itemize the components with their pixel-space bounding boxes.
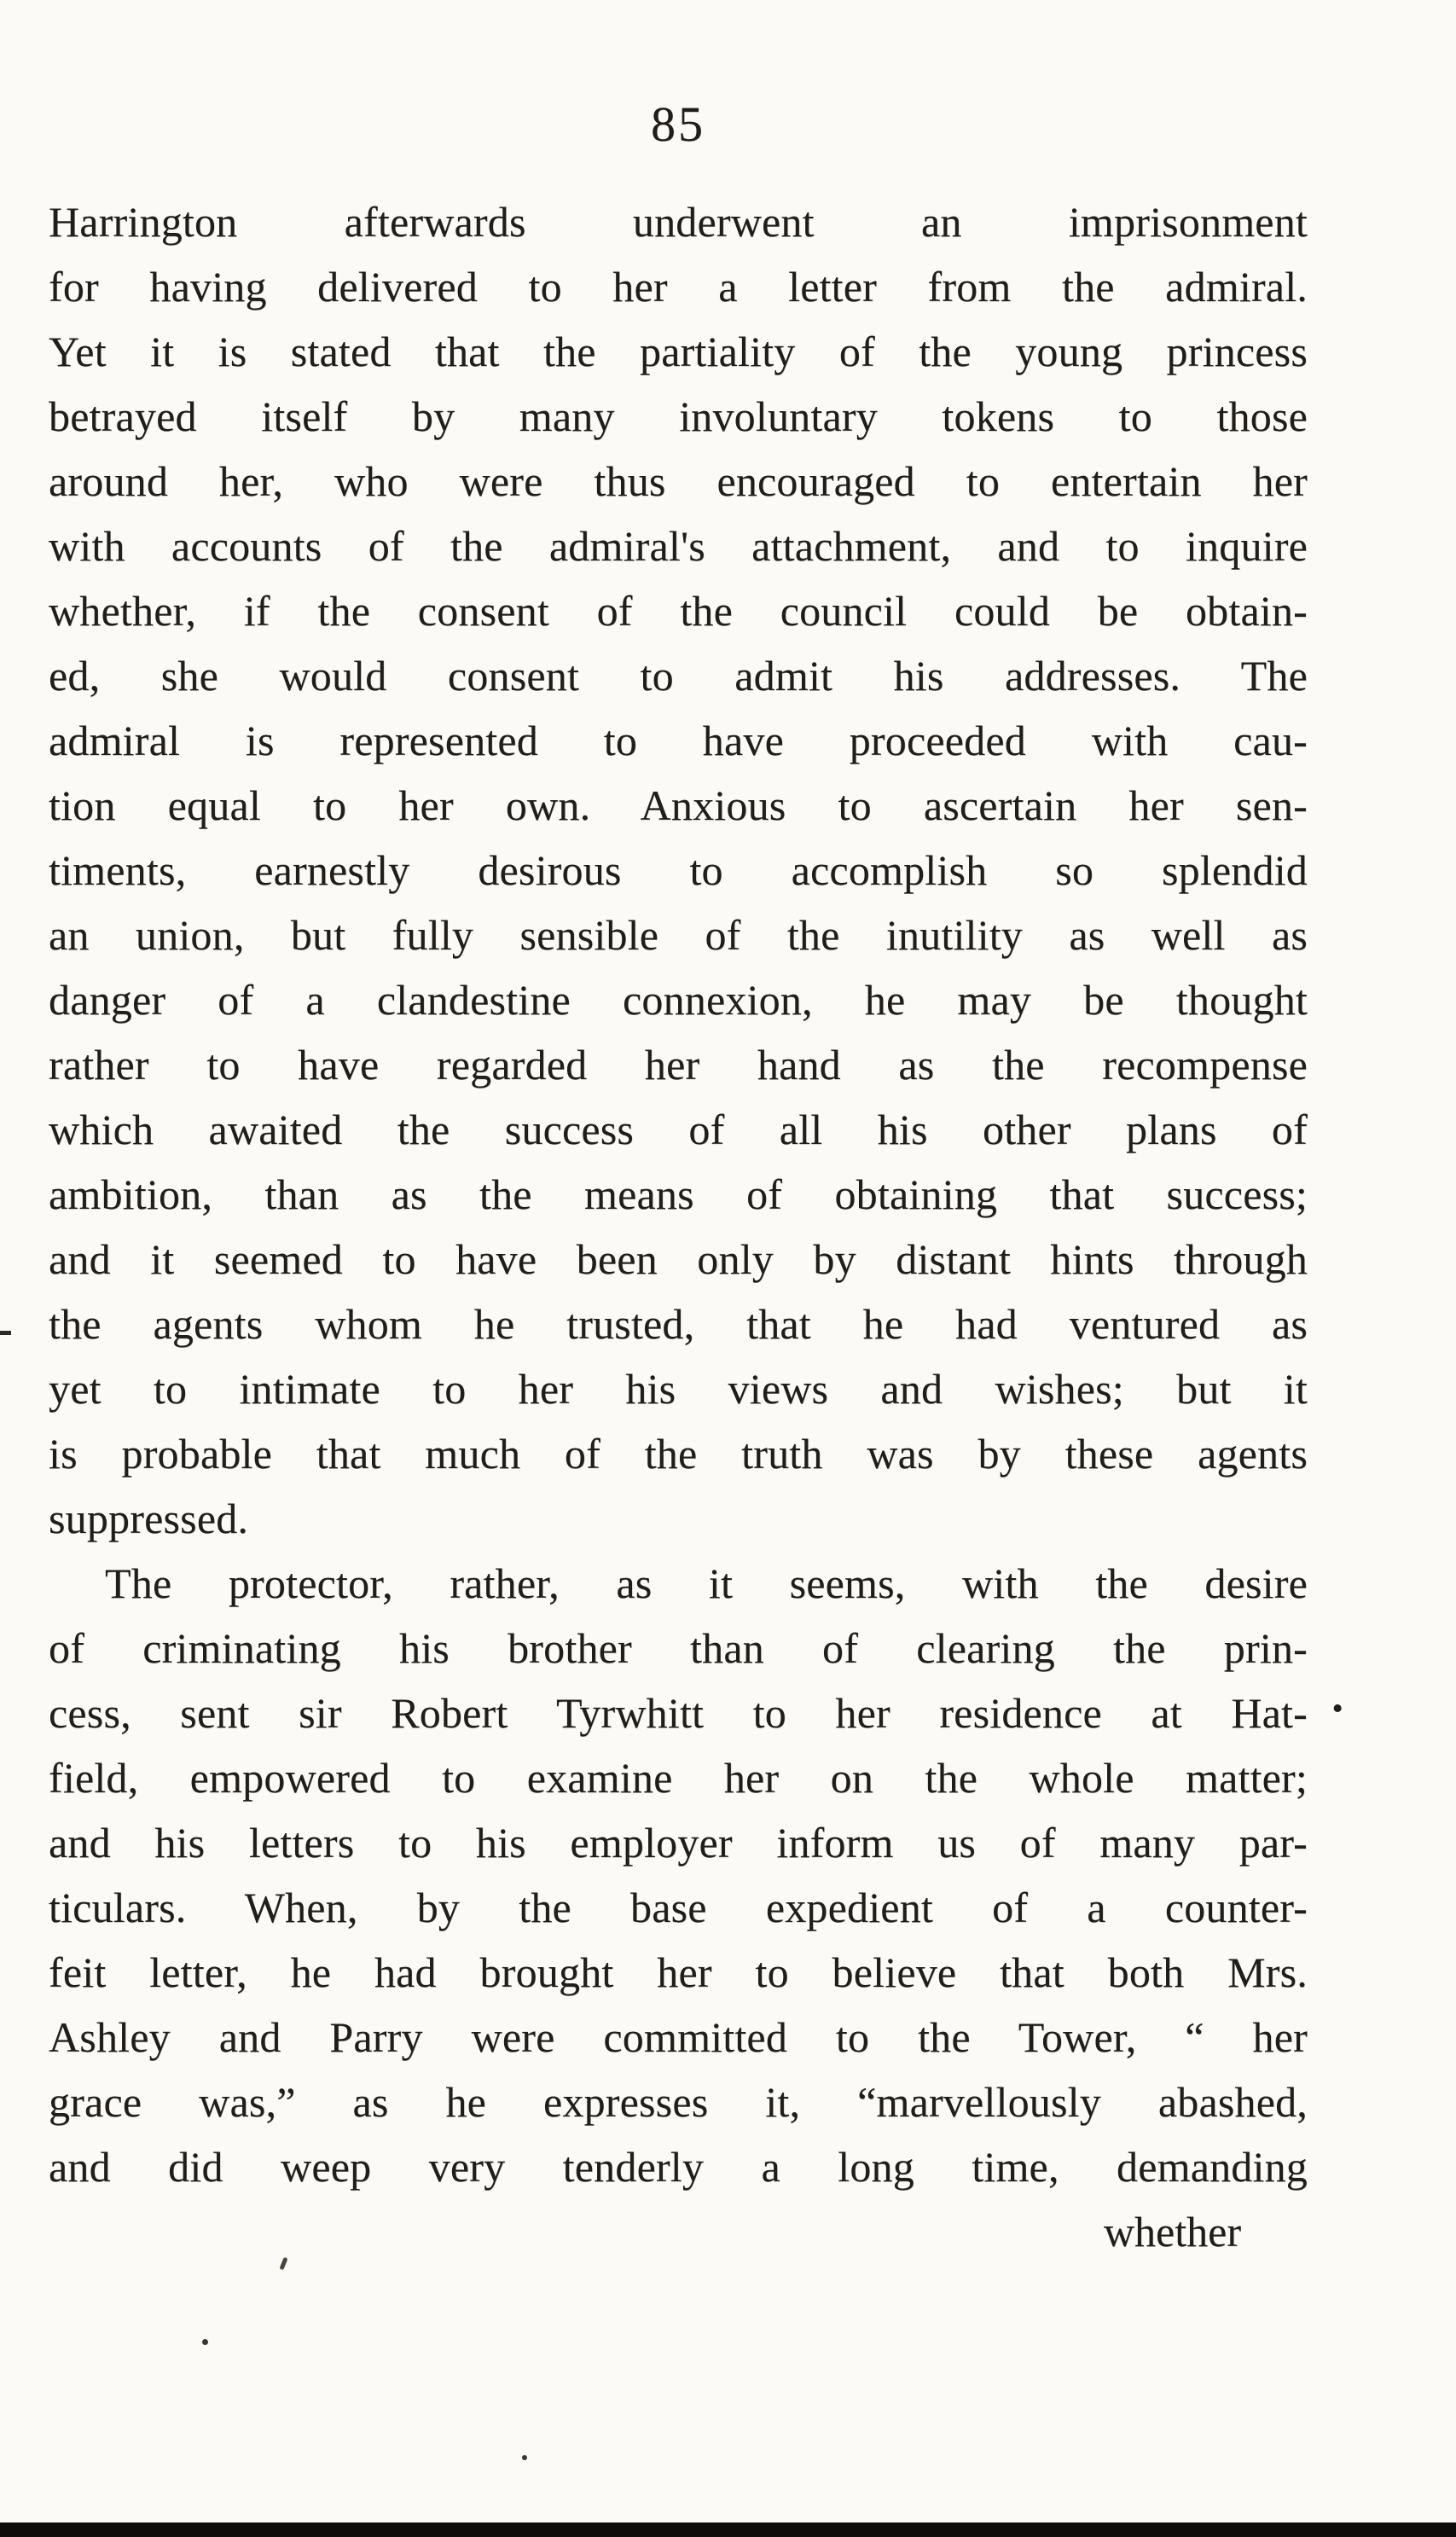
text-line-content: and it seemed to have been only by distant hints through bbox=[49, 1235, 1308, 1283]
text-line bbox=[49, 1097, 1308, 1162]
paragraph bbox=[49, 1551, 1343, 2199]
text-line-content: ticulars. When, by the base expedient of a counter- bbox=[49, 1884, 1308, 1931]
text-line bbox=[49, 449, 1308, 514]
text-line bbox=[49, 903, 1308, 967]
text-line-content: whether, if the consent of the council could be obtain- bbox=[49, 587, 1308, 635]
scan-edge-mark bbox=[0, 1331, 11, 1335]
catchword-row bbox=[49, 2199, 1308, 2264]
text-line-content: around her, who were thus encouraged to entertain her bbox=[49, 457, 1308, 505]
text-line bbox=[49, 1032, 1308, 1097]
text-line-content: of criminating his brother than of clearing the prin- bbox=[49, 1624, 1308, 1672]
text-line-content: ed, she would consent to admit his addresses. The bbox=[49, 652, 1308, 700]
text-line bbox=[49, 1810, 1308, 1875]
text-line bbox=[49, 1875, 1308, 1940]
footnote-marker: • bbox=[1331, 1691, 1343, 1727]
page-header bbox=[49, 96, 1308, 153]
text-line-content: an union, but fully sensible of the inutility as well as bbox=[49, 911, 1308, 959]
text-line bbox=[49, 578, 1308, 643]
scan-edge-bottom bbox=[0, 2522, 1456, 2537]
text-line bbox=[49, 967, 1308, 1032]
text-line-content: which awaited the success of all his other plans of bbox=[49, 1106, 1308, 1153]
text-line bbox=[49, 2134, 1308, 2199]
text-line bbox=[49, 254, 1308, 319]
text-line-content: tion equal to her own. Anxious to ascertain her sen- bbox=[49, 781, 1308, 829]
text-line bbox=[49, 2005, 1308, 2070]
text-line-content: is probable that much of the truth was by these agents bbox=[49, 1430, 1308, 1477]
text-line bbox=[49, 1292, 1308, 1356]
text-line bbox=[49, 319, 1308, 384]
text-line-content: grace was,” as he expresses it, “marvellously abashed, bbox=[49, 2078, 1308, 2126]
text-block bbox=[49, 189, 1343, 2264]
text-line-content: with accounts of the admiral's attachment, and to inquire bbox=[49, 522, 1308, 570]
text-line-content: betrayed itself by many involuntary tokens to those bbox=[49, 392, 1308, 440]
text-line-content: Yet it is stated that the partiality of the young princess bbox=[49, 328, 1308, 375]
text-line bbox=[49, 708, 1308, 773]
text-line bbox=[49, 2070, 1308, 2134]
text-line bbox=[49, 1486, 1308, 1551]
text-line bbox=[49, 838, 1308, 903]
scan-speck bbox=[522, 2455, 527, 2460]
text-line bbox=[49, 1681, 1343, 1745]
text-line-content: field, empowered to examine her on the whole matter; bbox=[49, 1754, 1308, 1802]
text-line bbox=[49, 1227, 1308, 1292]
scan-speck bbox=[202, 2339, 208, 2345]
text-line bbox=[49, 643, 1308, 708]
text-line bbox=[49, 514, 1308, 578]
text-line-content: the agents whom he trusted, that he had ventured as bbox=[49, 1300, 1308, 1348]
paragraph bbox=[49, 189, 1308, 1551]
text-line-content: rather to have regarded her hand as the recompense bbox=[49, 1041, 1308, 1089]
text-line-content: and did weep very tenderly a long time, demanding bbox=[49, 2143, 1308, 2191]
text-line bbox=[49, 384, 1308, 449]
text-line-content: suppressed. bbox=[49, 1495, 249, 1542]
text-line bbox=[49, 189, 1308, 254]
page-number: 85 bbox=[651, 96, 705, 152]
text-line-content: timents, earnestly desirous to accomplish so splendid bbox=[49, 846, 1308, 894]
text-line-content: for having delivered to her a letter from the admiral. bbox=[49, 263, 1308, 311]
text-line-content: Harrington afterwards underwent an imprisonment bbox=[49, 198, 1308, 246]
text-line-content: ambition, than as the means of obtaining that success; bbox=[49, 1170, 1308, 1218]
text-line-content: feit letter, he had brought her to believe that both Mrs. bbox=[49, 1948, 1308, 1996]
text-line-content: Ashley and Parry were committed to the Tower, “ her bbox=[49, 2013, 1308, 2061]
text-line bbox=[49, 1745, 1308, 1810]
text-line bbox=[49, 1940, 1308, 2005]
text-line-content: danger of a clandestine connexion, he may be thought bbox=[49, 976, 1308, 1024]
text-line bbox=[49, 1616, 1308, 1681]
text-line-content: and his letters to his employer inform us of many par- bbox=[49, 1819, 1308, 1866]
text-line-content: The protector, rather, as it seems, with the desire bbox=[105, 1559, 1308, 1607]
text-line bbox=[49, 1421, 1308, 1486]
catchword: whether bbox=[1103, 2208, 1241, 2255]
text-line-content: cess, sent sir Robert Tyrwhitt to her residence at Hat- bbox=[49, 1689, 1308, 1737]
text-line bbox=[49, 773, 1308, 838]
text-line-content: admiral is represented to have proceeded with cau- bbox=[49, 717, 1308, 764]
text-line bbox=[49, 1162, 1308, 1227]
text-line-content: yet to intimate to her his views and wishes; but it bbox=[49, 1365, 1308, 1413]
text-line bbox=[49, 1356, 1308, 1421]
body-text bbox=[49, 189, 1343, 2199]
text-line bbox=[49, 1551, 1308, 1616]
